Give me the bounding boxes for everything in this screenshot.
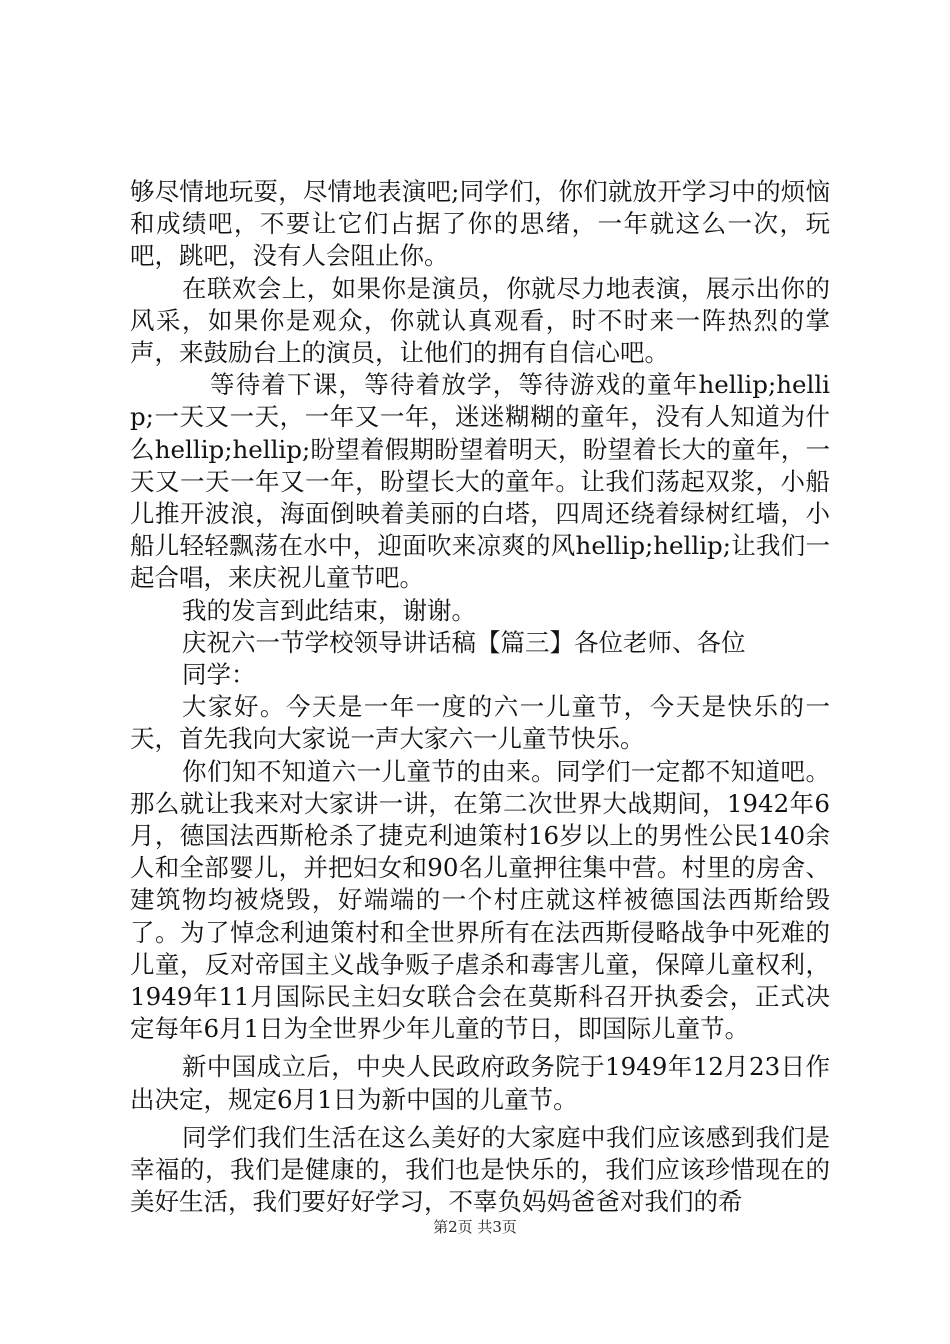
paragraph-childhood: 等待着下课，等待着放学，等待游戏的童年hellip;hellip;一天又一天，一年又一年，迷迷糊糊的童年，没有人知道为什么hellip;hellip;盼望着假期盼望着明天，盼望着长大的童年，一天又一天一年又一年，盼望长大的童年。让我们荡起双浆，小船儿推开波浪，海面倒映着美丽的白塔，四周还绕着绿树红墙，小船儿轻轻飘荡在水中，迎面吹来凉爽的风hellip;hellip;让我们一起合唱，来庆祝儿童节吧。 — [130, 370, 830, 593]
page-number: 第2页 共3页 — [433, 1218, 517, 1236]
paragraph-closing: 我的发言到此结束，谢谢。 — [182, 595, 476, 625]
paragraph-cherish: 同学们我们生活在这么美好的大家庭中我们应该感到我们是幸福的，我们是健康的，我们也是快乐的，我们应该珍惜现在的美好生活，我们要好好学习，不辜负妈妈爸爸对我们的希 — [130, 1122, 830, 1217]
section-heading: 庆祝六一节学校领导讲话稿【篇三】各位老师、各位 — [182, 627, 746, 657]
salutation: 同学： — [182, 660, 256, 690]
paragraph-new-china: 新中国成立后，中央人民政府政务院于1949年12月23日作出决定，规定6月1日为新中国的儿童节。 — [130, 1052, 830, 1114]
document-body — [130, 176, 830, 1219]
paragraph-gala: 在联欢会上，如果你是演员，你就尽力地表演，展示出你的风采，如果你是观众，你就认真观看，时不时来一阵热烈的掌声，来鼓励台上的演员，让他们的拥有自信心吧。 — [130, 273, 830, 368]
paragraph-greeting: 大家好。今天是一年一度的六一儿童节，今天是快乐的一天，首先我向大家说一声大家六一儿童节快乐。 — [130, 692, 830, 754]
paragraph-history: 你们知不知道六一儿童节的由来。同学们一定都不知道吧。那么就让我来对大家讲一讲，在第二次世界大战期间，1942年6月，德国法西斯枪杀了捷克利迪策村16岁以上的男性公民140余人和全部婴儿，并把妇女和90名儿童押往集中营。村里的房舍、建筑物均被烧毁，好端端的一个村庄就这样被德国法西斯给毁了。为了悼念利迪策村和全世界所有在法西斯侵略战争中死难的儿童，反对帝国主义战争贩子虐杀和毒害儿童，保障儿童权利，1949年11月国际民主妇女联合会在莫斯科召开执委会，正式决定每年6月1日为全世界少年儿童的节日，即国际儿童节。 — [130, 756, 830, 1044]
paragraph-continuation: 够尽情地玩耍，尽情地表演吧;同学们，你们就放开学习中的烦恼和成绩吧，不要让它们占据了你的思绪，一年就这么一次，玩吧，跳吧，没有人会阻止你。 — [130, 177, 830, 271]
